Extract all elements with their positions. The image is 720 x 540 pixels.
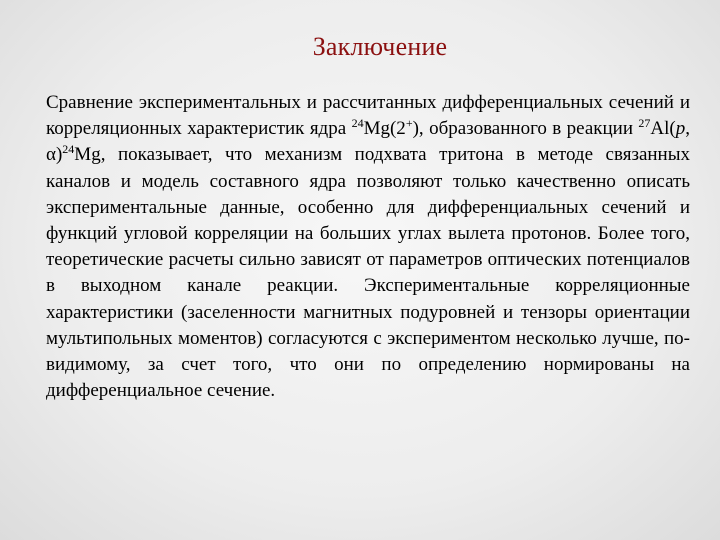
text-segment: Mg, показывает, что механизм подхвата тритона в методе связанных каналов и модель составного ядра позволяют только качественно описать экспериментальные данные, особенно для дифференциальных сечений и функций угловой корреляции на больших углах вылета протонов. Более того, теоретические расчеты сильно зависят от параметров оптических потенциалов в выходном канале реакции. Экспериментальные корреляционные характеристики (заселенности магнитных подуровней и тензоры ориентации мультипольных моментов) согласуются с экспериментом несколько лучше, по-видимому, за счет того, что они по определению нормированы на дифференциальное сечение. (46, 144, 690, 402)
text-segment: Сравнение экспериментальных и рассчитанных дифференциальных сечений и корреляционных характеристик ядра (46, 92, 690, 140)
mass-number-superscript: 24 (351, 116, 364, 131)
text-segment: ), образованного в реакции (412, 118, 639, 140)
proton-symbol: p (675, 118, 686, 140)
mass-number-superscript: 24 (62, 142, 75, 157)
text-segment: Al( (650, 118, 676, 140)
parity-superscript: + (405, 116, 413, 131)
text-segment: Mg(2 (363, 118, 406, 140)
conclusion-paragraph (46, 90, 690, 404)
text-segment: , (685, 118, 690, 140)
mass-number-superscript: 27 (638, 116, 651, 131)
slide-title: Заключение (312, 32, 448, 61)
text-segment: ) (55, 144, 63, 166)
alpha-symbol: α (46, 144, 56, 166)
